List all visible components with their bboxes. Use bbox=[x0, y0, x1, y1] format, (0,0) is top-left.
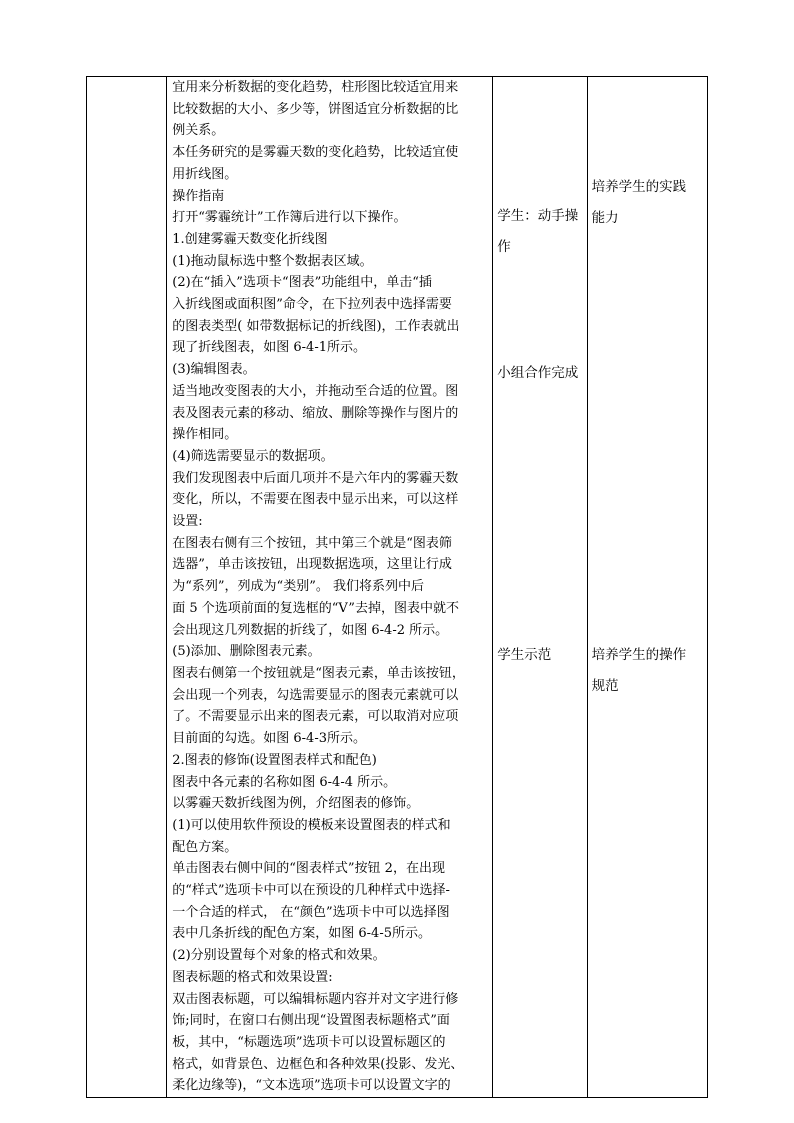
content-line: 设置: bbox=[172, 514, 203, 530]
content-line: (5)添加、删除图表元素。 bbox=[172, 644, 321, 660]
content-line: 格式，如背景色、边框色和各种效果(投影、发光、 bbox=[172, 1056, 464, 1072]
content-line: 我们发现图表中后面几项并不是六年内的雾霾天数 bbox=[172, 470, 459, 486]
content-line: 打开“雾霾统计”工作簿后进行以下操作。 bbox=[172, 210, 407, 226]
content-line: 为“系列”，列成为“类别”。 我们将系列中后 bbox=[172, 579, 424, 595]
content-line: 的“样式”选项卡中可以在预设的几种样式中选择- bbox=[172, 883, 450, 899]
content-line: (4)筛选需要显示的数据项。 bbox=[172, 448, 334, 464]
content-line: 表及图表元素的移动、缩放、删除等操作与图片的 bbox=[172, 405, 459, 421]
content-line: 本任务研究的是雾霾天数的变化趋势，比较适宜使 bbox=[172, 145, 459, 161]
content-line: 图表右侧第一个按钮就是“图表元素，单击该按钮， bbox=[172, 665, 465, 681]
goal-2-line-2: 规范 bbox=[591, 678, 619, 694]
content-line: 操作指南 bbox=[172, 188, 225, 204]
content-line: 的图表类型( 如带数据标记的折线图)，工作表就出 bbox=[172, 318, 460, 334]
content-line: 面 5 个选项前面的复选框的“V”去掉，图表中就不 bbox=[172, 600, 459, 616]
content-line: 现了折线图表，如图 6-4-1所示。 bbox=[172, 340, 366, 356]
content-line: 双击图表标题，可以编辑标题内容并对文字进行修 bbox=[172, 991, 459, 1007]
content-line: 板，其中，“标题选项”选项卡可以设置标题区的 bbox=[172, 1034, 446, 1050]
content-line: (2)分别设置每个对象的格式和效果。 bbox=[172, 948, 386, 964]
content-line: (2)在“插入”选项卡“图表”功能组中，单击“插 bbox=[172, 275, 432, 291]
content-line: 会出现一个列表，勾选需要显示的图表元素就可以 bbox=[172, 687, 459, 703]
stage-cell bbox=[87, 77, 167, 1098]
content-line: 操作相同。 bbox=[172, 427, 238, 443]
activity-1-line-1: 学生：动手操 bbox=[497, 208, 579, 224]
content-line: 了。不需要显示出来的图表元素，可以取消对应项 bbox=[172, 709, 459, 725]
content-line: 图表标题的格式和效果设置: bbox=[172, 969, 333, 985]
content-line: 选器”，单击该按钮，出现数据选项，这里让行成 bbox=[172, 557, 452, 573]
content-line: 柔化边缘等)，“文本选项”选项卡可以设置文字的 bbox=[172, 1078, 451, 1094]
table-row bbox=[87, 77, 708, 1098]
content-line: 目前面的勾选。如图 6-4-3所示。 bbox=[172, 731, 366, 747]
goal-1-line-2: 能力 bbox=[591, 210, 619, 226]
activity-1-line-2: 作 bbox=[497, 239, 511, 255]
goal-1-line-1: 培养学生的实践 bbox=[591, 179, 687, 195]
content-line: 1.创建雾霾天数变化折线图 bbox=[172, 231, 328, 247]
teaching-content-cell bbox=[167, 77, 493, 1098]
lesson-plan-table bbox=[86, 76, 708, 1098]
content-line: 会出现这几列数据的折线了，如图 6-4-2 所示。 bbox=[172, 622, 449, 638]
content-line: 宜用来分析数据的变化趋势，柱形图比较适宜用来 bbox=[172, 80, 459, 95]
content-line: 适当地改变图表的大小，并拖动至合适的位置。图 bbox=[172, 383, 459, 399]
content-line: 饰;同时，在窗口右侧出现“设置图表标题格式”面 bbox=[172, 1013, 450, 1029]
content-line: (1)可以使用软件预设的模板来设置图表的样式和 bbox=[172, 817, 451, 833]
content-line: 比较数据的大小、多少等，饼图适宜分析数据的比 bbox=[172, 101, 459, 117]
goal-2-line-1: 培养学生的操作 bbox=[591, 647, 687, 663]
content-line: (3)编辑图表。 bbox=[172, 362, 256, 378]
activity-3: 学生示范 bbox=[497, 647, 552, 663]
teaching-content-text bbox=[167, 77, 492, 1097]
content-line: 变化，所以，不需要在图表中显示出来，可以这样 bbox=[172, 492, 459, 508]
design-intent-cell bbox=[587, 77, 707, 1098]
content-line: 用折线图。 bbox=[172, 166, 238, 182]
content-line: 一个合适的样式， 在“颜色”选项卡中可以选择图 bbox=[172, 904, 450, 920]
content-line: 配色方案。 bbox=[172, 839, 238, 855]
content-line: 在图表右侧有三个按钮，其中第三个就是“图表筛 bbox=[172, 535, 452, 551]
activity-2: 小组合作完成 bbox=[497, 365, 579, 381]
content-line: 例关系。 bbox=[172, 123, 225, 139]
content-line: (1)拖动鼠标选中整个数据表区域。 bbox=[172, 253, 373, 269]
content-line: 单击图表右侧中间的“图表样式”按钮 2，在出现 bbox=[172, 861, 445, 877]
student-activity-cell bbox=[493, 77, 587, 1098]
content-line: 2.图表的修饰(设置图表样式和配色) bbox=[172, 752, 377, 768]
content-line: 入折线图或面积图”命令，在下拉列表中选择需要 bbox=[172, 297, 452, 313]
content-line: 以雾霾天数折线图为例，介绍图表的修饰。 bbox=[172, 796, 420, 812]
content-line: 表中几条折线的配色方案，如图 6-4-5所示。 bbox=[172, 926, 431, 942]
content-line: 图表中各元素的名称如图 6-4-4 所示。 bbox=[172, 774, 397, 790]
